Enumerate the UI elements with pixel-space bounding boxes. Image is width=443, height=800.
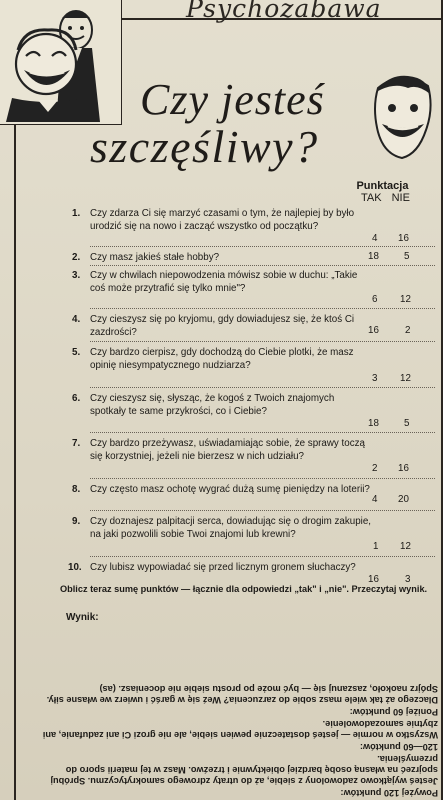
question-text: Czy doznajesz palpitacji serca, dowiadując się o drogim zakupie, na jaki pozwolili sobie Twoi znajomi lub krewni? [90,516,371,540]
question-1 [72,207,372,233]
question-8 [72,483,372,496]
q8-no-points: 20 [398,494,409,505]
question-text: Czy cieszysz się po kryjomu, gdy dowiadujesz się, że ktoś Ci zazdrości? [90,314,355,338]
q2-yes-points: 18 [368,251,379,262]
right-border-rule [441,0,443,800]
result-text-60-120: Wszystko w normie — jesteś dostatecznie pewien siebie, ale nie grozi Ci ani zadufanie, ani zbytnie samozadowolenie. [42,719,438,740]
q6-no-points: 5 [404,418,410,429]
upside-down-result-text [20,626,438,798]
question-text: Czy w chwilach niepowodzenia mówisz sobie w duchu: „Takie coś może przytrafić się tylko mnie"? [90,270,358,294]
question-2 [72,251,372,264]
question-5 [72,346,372,372]
question-number: 5. [72,347,81,358]
question-separator [90,265,435,266]
question-3 [72,269,372,295]
q7-no-points: 16 [398,463,409,474]
result-heading-under-60: Poniżej 60 punktów: [349,707,438,717]
question-4 [72,313,372,339]
q2-no-points: 5 [404,251,410,262]
question-6 [72,392,372,418]
yes-column-label: TAK [361,192,382,204]
question-number: 4. [72,314,81,325]
question-9 [72,515,372,541]
result-text-under-60: Dlaczego aż tak wiele masz sobie do zarzucenia? Weź się w garść i uwierz we własne siły. Spójrz naokoło, zaszanuj się — być może po prostu siebie nie doceniasz. (as) [46,684,438,705]
question-text: Czy lubisz wypowiadać się przed licznym gronem słuchaczy? [90,562,356,573]
question-text: Czy zdarza Ci się marzyć czasami o tym, że najlepiej by było urodzić się na nowo i zacząć wszystko od początku? [90,208,355,232]
question-text: Czy bardzo przeżywasz, uświadamiając sobie, że sprawy toczą się korzystniej, jeżeli nie bierzesz w nich udziału? [90,438,365,462]
q4-no-points: 2 [405,325,411,336]
q10-no-points: 3 [405,574,411,585]
score-heading: Punktacja [356,180,409,192]
result-label: Wynik: [66,612,99,623]
headline-line-1: Czy jesteś [140,75,325,124]
question-text: Czy bardzo cierpisz, gdy dochodzą do Ciebie plotki, że masz opinię niesympatycznego nudziarza? [90,347,354,371]
question-number: 7. [72,438,81,449]
q1-yes-points: 4 [372,233,378,244]
q9-no-points: 12 [400,541,411,552]
q5-no-points: 12 [400,373,411,384]
question-number: 10. [68,562,82,573]
question-text: Czy cieszysz się, słysząc, że kogoś z Twoich znajomych spotkały te same przykrości, co i Ciebie? [90,393,335,417]
question-separator [90,556,435,557]
question-text: Czy masz jakieś stałe hobby? [90,252,220,263]
headline-line-2: szczęśliwy? [90,121,319,172]
q3-no-points: 12 [400,294,411,305]
question-separator [90,510,435,511]
question-number: 8. [72,484,81,495]
q1-no-points: 16 [398,233,409,244]
question-number: 9. [72,516,81,527]
q8-yes-points: 4 [372,494,378,505]
q9-yes-points: 1 [373,541,379,552]
score-column-header [355,180,410,204]
question-separator [90,478,435,479]
question-number: 6. [72,393,81,404]
question-7 [72,437,372,463]
question-number: 1. [72,208,81,219]
summary-instruction: Oblicz teraz sumę punktów — łącznie dla odpowiedzi „tak" i „nie". Przeczytaj wynik. [60,584,428,594]
result-text-over-120: Jesteś wyjątkowo zadowolony z siebie, aż do utraty zdrowego samokrytycyzmu. Spróbuj spojrzeć na własną osobę bardziej obiektywnie i trzeźwo. Masz w tej materii sporo do przemyślenia. [50,754,438,786]
result-heading-over-120: Powyżej 120 punktów: [340,788,438,798]
q6-yes-points: 18 [368,418,379,429]
rubric-title: Psychozabawa [186,0,382,23]
result-heading-60-120: 120—60 punktów: [359,742,438,752]
question-number: 3. [72,270,81,281]
question-10 [68,561,372,574]
question-separator [90,432,435,433]
cartoon-box [0,0,122,125]
question-separator [90,341,435,342]
question-separator [90,308,435,309]
q3-yes-points: 6 [372,294,378,305]
no-column-label: NIE [391,192,410,204]
q5-yes-points: 3 [372,373,378,384]
q4-yes-points: 16 [368,325,379,336]
question-number: 2. [72,252,81,263]
q7-yes-points: 2 [372,463,378,474]
question-separator [90,387,435,388]
question-separator [90,246,435,247]
q10-yes-points: 16 [368,574,379,585]
cartoon-men-illustration [4,4,120,122]
grinning-face-illustration [368,68,436,163]
question-text: Czy często masz ochotę wygrać dużą sumę pieniędzy na loterii? [90,484,370,495]
